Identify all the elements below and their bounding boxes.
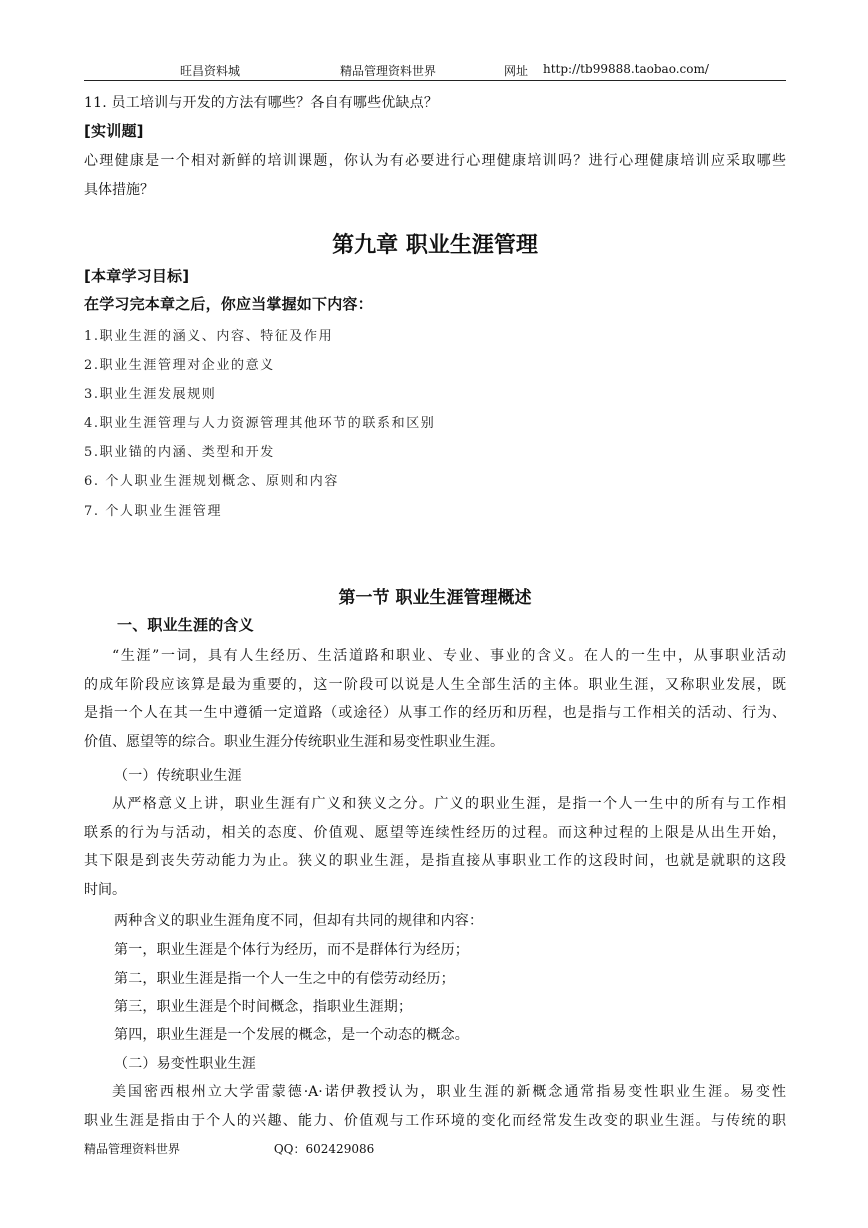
objective-item: 6. 个人职业生涯规划概念、原则和内容 (84, 474, 339, 489)
practice-text (84, 147, 786, 204)
objective-item: 1.职业生涯的涵义、内容、特征及作用 (84, 329, 334, 344)
header-url-label: 网址 (504, 64, 529, 78)
point-2: 第二，职业生涯是指一个人一生之中的有偿劳动经历； (114, 971, 455, 987)
paragraph-line: 时间。 (84, 881, 126, 898)
paragraph-line: 是指一个人在其一生中遵循一定道路（或途径）从事工作的经历和历程，也是指与工作相关的活动、行为、 (84, 705, 786, 721)
paragraph-line: 联系的行为与活动，相关的态度、价值观、愿望等连续性经历的过程。而这种过程的上限是从出生开始， (84, 824, 786, 841)
paragraph-line: 美国密西根州立大学雷蒙德·A·诺伊教授认为，职业生涯的新概念通常指易变性职业生涯。易变性 (112, 1084, 786, 1100)
point-1: 第一，职业生涯是个体行为经历，而不是群体行为经历； (114, 942, 469, 958)
paragraph-line: “生涯”一词，具有人生经历、生活道路和职业、专业、事业的含义。在人的一生中，从事职业活动 (112, 648, 786, 664)
header-shop-name: 旺昌资料城 (180, 64, 241, 78)
paragraph-common-rules: 两种含义的职业生涯角度不同，但却有共同的规律和内容： (114, 913, 484, 929)
paragraph-protean-career (84, 1078, 786, 1135)
objective-item: 5.职业锚的内涵、类型和开发 (84, 445, 275, 460)
practice-heading: [实训题] (84, 122, 144, 140)
section-subheading: 一、职业生涯的含义 (117, 616, 254, 634)
subsection-traditional: （一）传统职业生涯 (114, 768, 242, 784)
section-title: 第一节 职业生涯管理概述 (338, 588, 532, 608)
point-4: 第四，职业生涯是一个发展的概念，是一个动态的概念。 (114, 1027, 469, 1043)
footer-site-name: 精品管理资料世界 (84, 1142, 181, 1156)
paragraph-line: 的成年阶段应该算是最为重要的，这一阶段可以说是人生全部生活的主体。职业生涯，又称职业发展，既 (84, 676, 786, 693)
objectives-intro: 在学习完本章之后，你应当掌握如下内容： (84, 295, 373, 313)
chapter-title: 第九章 职业生涯管理 (332, 233, 538, 258)
page-footer (84, 1140, 374, 1157)
objective-item: 2.职业生涯管理对企业的意义 (84, 358, 275, 373)
subsection-protean: （二）易变性职业生涯 (114, 1056, 256, 1072)
footer-qq: QQ：602429086 (273, 1142, 375, 1156)
question-11: 11. 员工培训与开发的方法有哪些？各自有哪些优缺点？ (84, 95, 439, 111)
paragraph-line: 价值、愿望等的综合。职业生涯分传统职业生涯和易变性职业生涯。 (84, 733, 504, 750)
header-divider (84, 80, 786, 81)
paragraph-career-definition (84, 642, 786, 756)
objectives-heading: [本章学习目标] (84, 267, 190, 285)
objective-item: 3.职业生涯发展规则 (84, 387, 217, 402)
page-header (84, 62, 786, 80)
paragraph-line: 其下限是到丧失劳动能力为止。狭义的职业生涯，是指直接从事职业工作的这段时间，也就是就职的这段 (84, 853, 786, 869)
objective-item: 7. 个人职业生涯管理 (84, 504, 223, 519)
header-url[interactable]: http://tb99888.taobao.com/ (543, 62, 709, 76)
paragraph-line: 职业生涯是指由于个人的兴趣、能力、价值观与工作环境的变化而经常发生改变的职业生涯。与传统的职 (84, 1112, 786, 1129)
practice-line: 心理健康是一个相对新鲜的培训课题，你认为有必要进行心理健康培训吗？进行心理健康培训应采取哪些 (84, 153, 786, 169)
header-site-name: 精品管理资料世界 (340, 64, 437, 78)
paragraph-traditional-career (84, 790, 786, 904)
point-3: 第三，职业生涯是个时间概念，指职业生涯期； (114, 999, 413, 1015)
practice-line: 具体措施？ (84, 181, 154, 198)
objective-item: 4.职业生涯管理与人力资源管理其他环节的联系和区别 (84, 416, 436, 431)
paragraph-line: 从严格意义上讲，职业生涯有广义和狭义之分。广义的职业生涯，是指一个人一生中的所有与工作相 (112, 796, 786, 812)
